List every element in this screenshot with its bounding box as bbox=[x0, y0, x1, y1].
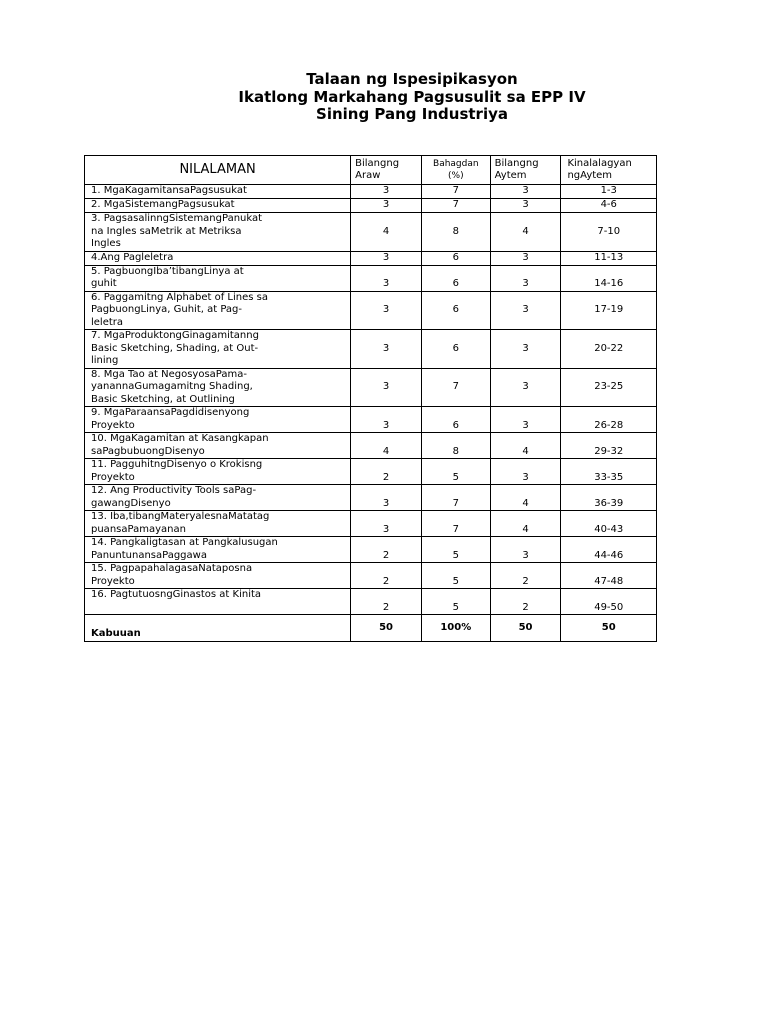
table-row bbox=[85, 459, 657, 485]
cell-bahagdan: 6 bbox=[421, 251, 490, 265]
cell-bilang-araw: 3 bbox=[351, 368, 422, 407]
cell-nilalaman bbox=[85, 459, 351, 485]
document-title-block bbox=[0, 71, 768, 124]
cell-bilang-araw: 3 bbox=[351, 251, 422, 265]
cell-nilalaman bbox=[85, 251, 351, 265]
cell-bilang-araw: 4 bbox=[351, 213, 422, 252]
cell-nilalaman-line: 8. Mga Tao at NegosyosaPama- bbox=[91, 368, 247, 380]
cell-kinalalagyan: 49-50 bbox=[561, 589, 657, 615]
cell-bilang-araw: 3 bbox=[351, 199, 422, 213]
cell-nilalaman bbox=[85, 199, 351, 213]
cell-kinalalagyan: 44-46 bbox=[561, 537, 657, 563]
cell-bilang-aytem: 4 bbox=[490, 213, 561, 252]
cell-nilalaman-line: Basic Sketching, at Outlining bbox=[91, 393, 235, 405]
cell-nilalaman bbox=[85, 511, 351, 537]
cell-bilang-araw: 2 bbox=[351, 589, 422, 615]
cell-bahagdan: 7 bbox=[421, 368, 490, 407]
header-nilalaman: NILALAMAN bbox=[85, 156, 351, 185]
header-bilang-araw: Bilangng Araw bbox=[351, 156, 422, 185]
cell-nilalaman-line: 14. Pangkaligtasan at Pangkalusugan bbox=[91, 537, 278, 548]
cell-nilalaman bbox=[85, 291, 351, 330]
table-row bbox=[85, 330, 657, 369]
cell-bilang-araw: 3 bbox=[351, 185, 422, 199]
table-row bbox=[85, 589, 657, 615]
cell-bahagdan: 6 bbox=[421, 407, 490, 433]
cell-nilalaman-line: 9. MgaParaansaPagdidisenyong bbox=[91, 407, 250, 418]
total-kinalalagyan: 50 bbox=[561, 615, 657, 642]
cell-bilang-aytem: 4 bbox=[490, 433, 561, 459]
cell-bilang-aytem: 3 bbox=[490, 330, 561, 369]
cell-bahagdan: 7 bbox=[421, 199, 490, 213]
cell-bilang-aytem: 3 bbox=[490, 407, 561, 433]
cell-nilalaman-line: guhit bbox=[91, 278, 117, 289]
cell-bilang-araw: 4 bbox=[351, 433, 422, 459]
cell-kinalalagyan: 29-32 bbox=[561, 433, 657, 459]
cell-kinalalagyan: 7-10 bbox=[561, 213, 657, 252]
table-row bbox=[85, 185, 657, 199]
cell-nilalaman-line: Ingles bbox=[91, 238, 121, 249]
cell-kinalalagyan: 11-13 bbox=[561, 251, 657, 265]
cell-nilalaman-line: saPagbubuongDisenyo bbox=[91, 445, 205, 457]
cell-nilalaman-line: Proyekto bbox=[91, 471, 135, 483]
cell-bilang-aytem: 3 bbox=[490, 199, 561, 213]
total-bahagdan: 100% bbox=[421, 615, 490, 642]
cell-bilang-araw: 3 bbox=[351, 407, 422, 433]
cell-kinalalagyan: 26-28 bbox=[561, 407, 657, 433]
cell-bahagdan: 7 bbox=[421, 485, 490, 511]
cell-nilalaman bbox=[85, 407, 351, 433]
table-row bbox=[85, 537, 657, 563]
cell-bilang-araw: 3 bbox=[351, 511, 422, 537]
cell-nilalaman bbox=[85, 265, 351, 291]
cell-nilalaman-line: na Ingles saMetrik at Metriksa bbox=[91, 225, 242, 237]
cell-bahagdan: 7 bbox=[421, 511, 490, 537]
specification-table bbox=[84, 155, 657, 642]
cell-kinalalagyan: 23-25 bbox=[561, 368, 657, 407]
cell-bahagdan: 8 bbox=[421, 433, 490, 459]
header-bilang-aytem: Bilangng Aytem bbox=[490, 156, 561, 185]
cell-bilang-aytem: 2 bbox=[490, 589, 561, 615]
cell-bahagdan: 5 bbox=[421, 537, 490, 563]
cell-nilalaman-line: leletra bbox=[91, 316, 124, 328]
cell-bahagdan: 5 bbox=[421, 563, 490, 589]
cell-nilalaman-line: 6. Paggamitng Alphabet of Lines sa bbox=[91, 291, 268, 303]
cell-bilang-araw: 3 bbox=[351, 291, 422, 330]
table-row bbox=[85, 291, 657, 330]
table-row bbox=[85, 407, 657, 433]
cell-kinalalagyan: 14-16 bbox=[561, 265, 657, 291]
cell-bahagdan: 6 bbox=[421, 291, 490, 330]
cell-nilalaman bbox=[85, 563, 351, 589]
cell-bilang-araw: 3 bbox=[351, 265, 422, 291]
cell-bilang-araw: 2 bbox=[351, 459, 422, 485]
cell-nilalaman-line bbox=[91, 602, 347, 615]
cell-bahagdan: 6 bbox=[421, 330, 490, 369]
cell-kinalalagyan: 1-3 bbox=[561, 185, 657, 199]
cell-nilalaman-line: 16. PagtutuosngGinastos at Kinita bbox=[91, 589, 262, 600]
cell-bilang-aytem: 3 bbox=[490, 251, 561, 265]
cell-nilalaman bbox=[85, 185, 351, 199]
cell-nilalaman-line: 4.Ang Pagleletra bbox=[91, 251, 174, 263]
cell-nilalaman-line: gawangDisenyo bbox=[91, 497, 171, 509]
cell-nilalaman bbox=[85, 589, 351, 615]
cell-nilalaman-line: PagbuongLinya, Guhit, at Pag- bbox=[91, 304, 243, 315]
table-body bbox=[85, 185, 657, 642]
document-subject: Sining Pang Industriya bbox=[316, 105, 508, 123]
cell-nilalaman-line: 3. PagsasalinngSistemangPanukat bbox=[91, 213, 263, 224]
cell-kinalalagyan: 20-22 bbox=[561, 330, 657, 369]
cell-nilalaman-line: 15. PagpapahalagasaNataposna bbox=[91, 563, 253, 574]
cell-nilalaman bbox=[85, 433, 351, 459]
cell-nilalaman bbox=[85, 330, 351, 369]
table-row bbox=[85, 213, 657, 252]
cell-nilalaman-line: 13. Iba,tibangMateryalesnaMatatag bbox=[91, 511, 270, 522]
table-row bbox=[85, 485, 657, 511]
cell-bilang-aytem: 2 bbox=[490, 563, 561, 589]
cell-bilang-araw: 3 bbox=[351, 330, 422, 369]
table-header-row bbox=[85, 156, 657, 185]
cell-bilang-aytem: 4 bbox=[490, 485, 561, 511]
total-label: Kabuuan bbox=[85, 615, 351, 642]
cell-bilang-aytem: 3 bbox=[490, 537, 561, 563]
cell-nilalaman-line: lining bbox=[91, 355, 119, 366]
cell-kinalalagyan: 40-43 bbox=[561, 511, 657, 537]
document-title: Talaan ng Ispesipikasyon bbox=[306, 70, 518, 88]
cell-nilalaman bbox=[85, 213, 351, 252]
cell-nilalaman-line: 12. Ang Productivity Tools saPag- bbox=[91, 485, 257, 496]
cell-nilalaman-line: yanannaGumagamitng Shading, bbox=[91, 381, 253, 392]
table-row bbox=[85, 433, 657, 459]
table-row bbox=[85, 563, 657, 589]
cell-bilang-araw: 3 bbox=[351, 485, 422, 511]
cell-bahagdan: 5 bbox=[421, 589, 490, 615]
total-araw: 50 bbox=[351, 615, 422, 642]
cell-nilalaman bbox=[85, 537, 351, 563]
cell-nilalaman-line: 1. MgaKagamitansaPagsusukat bbox=[91, 185, 247, 197]
cell-bahagdan: 5 bbox=[421, 459, 490, 485]
cell-bilang-araw: 2 bbox=[351, 563, 422, 589]
cell-bilang-aytem: 3 bbox=[490, 291, 561, 330]
cell-nilalaman bbox=[85, 368, 351, 407]
cell-bilang-aytem: 4 bbox=[490, 511, 561, 537]
table-row bbox=[85, 368, 657, 407]
cell-bahagdan: 8 bbox=[421, 213, 490, 252]
cell-nilalaman-line: puansaPamayanan bbox=[91, 523, 186, 535]
header-kinalalagyan: Kinalalagyan ngAytem bbox=[561, 156, 657, 185]
cell-bilang-aytem: 3 bbox=[490, 185, 561, 199]
cell-nilalaman-line: 10. MgaKagamitan at Kasangkapan bbox=[91, 433, 269, 444]
cell-bilang-aytem: 3 bbox=[490, 459, 561, 485]
table-row bbox=[85, 511, 657, 537]
cell-kinalalagyan: 17-19 bbox=[561, 291, 657, 330]
cell-nilalaman-line: 5. PagbuongIba’tibangLinya at bbox=[91, 265, 244, 277]
cell-bilang-aytem: 3 bbox=[490, 368, 561, 407]
total-row bbox=[85, 615, 657, 642]
cell-nilalaman-line: 2. MgaSistemangPagsusukat bbox=[91, 199, 235, 211]
cell-bahagdan: 6 bbox=[421, 265, 490, 291]
cell-nilalaman-line: Basic Sketching, Shading, at Out- bbox=[91, 342, 259, 354]
table-row bbox=[85, 251, 657, 265]
cell-kinalalagyan: 47-48 bbox=[561, 563, 657, 589]
document-subtitle: Ikatlong Markahang Pagsusulit sa EPP IV bbox=[238, 87, 586, 106]
cell-bahagdan: 7 bbox=[421, 185, 490, 199]
cell-bilang-araw: 2 bbox=[351, 537, 422, 563]
cell-nilalaman-line: Proyekto bbox=[91, 575, 135, 587]
cell-nilalaman-line: PanuntunansaPaggawa bbox=[91, 549, 207, 561]
table-row bbox=[85, 265, 657, 291]
cell-nilalaman bbox=[85, 485, 351, 511]
cell-kinalalagyan: 4-6 bbox=[561, 199, 657, 213]
cell-bilang-aytem: 3 bbox=[490, 265, 561, 291]
header-bahagdan: Bahagdan (%) bbox=[421, 156, 490, 185]
total-aytem: 50 bbox=[490, 615, 561, 642]
cell-nilalaman-line: 11. PagguhitngDisenyo o Krokisng bbox=[91, 459, 263, 470]
cell-nilalaman-line: Proyekto bbox=[91, 419, 135, 431]
table-row bbox=[85, 199, 657, 213]
cell-kinalalagyan: 33-35 bbox=[561, 459, 657, 485]
cell-kinalalagyan: 36-39 bbox=[561, 485, 657, 511]
cell-nilalaman-line: 7. MgaProduktongGinagamitanng bbox=[91, 330, 259, 341]
